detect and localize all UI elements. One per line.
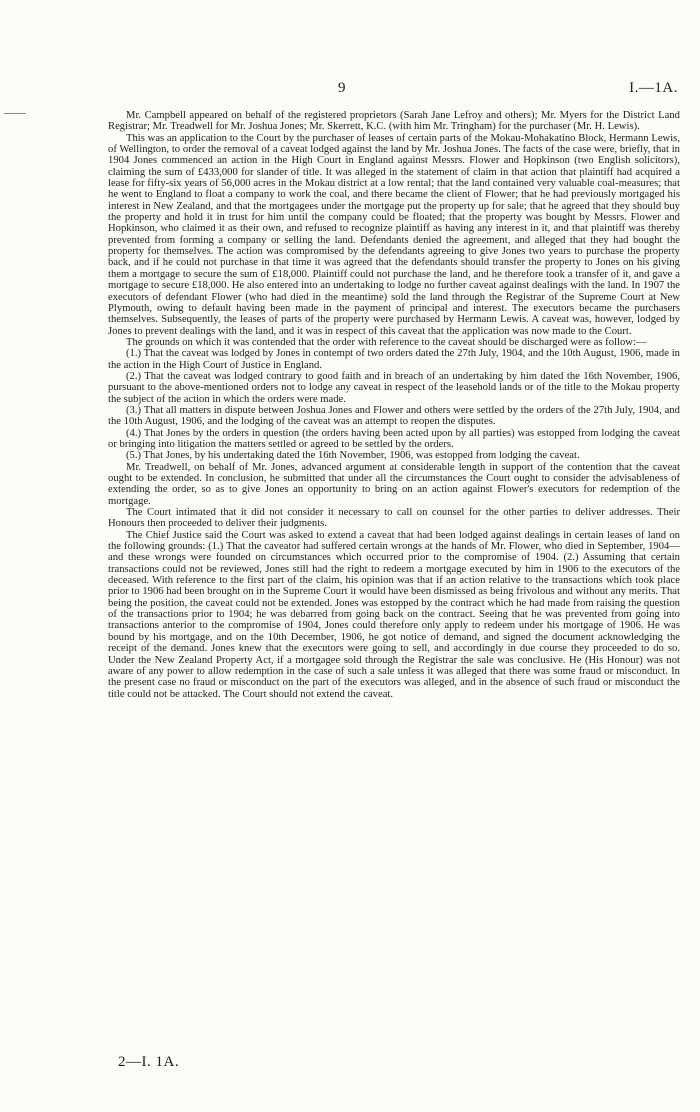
paragraph-court: The Court intimated that it did not consider it necessary to call on counsel for the other parties to deliver addresses. Their Honours then proceeded to deliver their judgments. — [108, 507, 680, 530]
margin-mark — [4, 113, 26, 114]
paragraph-treadwell: Mr. Treadwell, on behalf of Mr. Jones, advanced argument at considerable length in support of the contention that the caveat ought to be extended. In conclusion, he submitted that under all the circumstances the Court ought to consider the advisableness of extending the order, so as to give Jones an opportunity to bring on an action against Flower's executors for redemption of the mortgage. — [108, 461, 680, 507]
paragraph-ground-3: (3.) That all matters in dispute between Joshua Jones and Flower and others were settled by the orders of the 27th July, 1904, and the 10th August, 1906, and the lodging of the caveat was an attempt to reopen the disputes. — [108, 404, 680, 428]
paragraph-chief-justice: The Chief Justice said the Court was asked to extend a caveat that had been lodged against dealings in certain leases of land on the following grounds: (1.) That the caveator had suffered certain wrongs at the hands of Mr. Flower, who died in September, 1904—and these wrongs were founded on circumstances which occurred prior to the compromise of 1904. (2.) Assuming that certain transactions could not be reviewed, Jones still had the right to redeem a mortgage executed by him in 1906 to the executors of the deceased. With reference to the first part of the claim, his opinion was that if an action relative to the transactions which took place prior to 1906 had been brought on in the Supreme Court it would have been dismissed as being frivolous and without any merits. That being the position, the caveat could not be extended. Jones was estopped by the contract which he had made from raising the question of the transactions prior to 1904; he was debarred from going back on the contract. Seeing that he was prevented from going into transactions anterior to the compromise of 1904, Jones could therefore only apply to redeem under his mortgage of 1906. He was bound by his mortgage, and on the 10th December, 1906, he got notice of demand, and signed the document acknowledging the receipt of the demand. Jones knew that the executors were going to sell, and accordingly in due course they proceeded to do so. Under the New Zealand Property Act, if a mortgagee sold through the Registrar the sale was conclusive. He (His Honour) was not aware of any power to allow redemption in the case of such a sale unless it was alleged that there was some fraud or misconduct. In the present case no fraud or misconduct on the part of the executors was alleged, and in the absence of such fraud or misconduct the title could not be attacked. The Court should not extend the caveat. — [108, 529, 680, 700]
signature-mark: 2—I. 1A. — [118, 1054, 180, 1070]
paragraph-counsel: Mr. Campbell appeared on behalf of the registered proprietors (Sarah Jane Lefroy and others); Mr. Myers for the District Land Registrar; Mr. Treadwell for Mr. Joshua Jones; Mr. Skerrett, K.C. (with him Mr. Tringham) for the purchaser (Mr. H. Lewis). — [108, 110, 680, 133]
page-number: 9 — [338, 80, 346, 96]
paragraph-ground-5: (5.) That Jones, by his undertaking dated the 16th November, 1906, was estopped from lodging the caveat. — [126, 450, 580, 462]
body-text — [108, 110, 680, 700]
paragraph-ground-4: (4.) That Jones by the orders in question (the orders having been acted upon by all parties) was estopped from lodging the caveat or bringing into litigation the matters settled or agreed to be settled by the orders. — [108, 427, 680, 450]
paragraph-ground-1: (1.) That the caveat was lodged by Jones in contempt of two orders dated the 27th July, 1904, and the 10th August, 1906, made in the action in the High Court of Justice in England. — [108, 348, 680, 371]
paragraph-facts: This was an application to the Court by the purchaser of leases of certain parts of the Mokau-Mohakatino Block, Hermann Lewis, of Wellington, to order the removal of a caveat lodged against the land by Mr. Joshua Jones. The facts of the case were, briefly, that in 1904 Jones commenced an action in the High Court in England against Messrs. Flower and Hopkinson (two English solicitors), claiming the sum of £433,000 for slander of title. It was alleged in the statement of claim in that action that plaintiff had acquired a lease for fifty-six years of 56,000 acres in the Mokau district at a low rental; that the land contained very valuable coal-measures; that he went to England to float a company to work the coal, and there became the client of Flower; that he had previously mortgaged his interest in New Zealand, and that the mortgagees under the mortgage put the property up for sale; that he agreed that they should buy the property and hold it in trust for him until the company could be floated; that the property was bought by Messrs. Flower and Hopkinson, who claimed it as their own, and refused to recognize plaintiff as having any interest in it, and that plaintiff was thereby prevented from forming a company or selling the land. Defendants denied the agreement, and alleged that they had bought the property for themselves. The action was compromised by the defendants agreeing to give Jones two years to purchase the property back, and if he could not purchase in that time it was agreed that the defendants should transfer the property to Jones on his giving them a mortgage to secure the sum of £18,000. Plaintiff could not purchase the land, and he therefore took a transfer of it, and gave a mortgage to secure £18,000. He also entered into an undertaking to lodge no further caveat against dealings with the land. In 1907 the executors of defendant Flower (who had died in the meantime) sold the land through the Registrar of the Supreme Court at New Plymouth, owing to default having been made in the payment of principal and interest. The executors became the purchasers themselves. Subsequently, the leases of parts of the property were purchased by Hermann Lewis. A caveat was, however, lodged by Jones to prevent dealings with the land, and it was in respect of this caveat that the application was now made to the Court. — [108, 132, 680, 337]
page-header — [108, 80, 688, 100]
paragraph-ground-2: (2.) That the caveat was lodged contrary to good faith and in breach of an undertaking by him dated the 16th November, 1906, pursuant to the above-mentioned orders not to lodge any caveat in respect of the leasehold lands or of the title to the Mokau property the subject of the action in which the orders were made. — [108, 370, 680, 405]
paragraph-grounds-intro: The grounds on which it was contended that the order with reference to the caveat should be discharged were as follow:— — [126, 336, 647, 348]
document-reference: I.—1A. — [629, 80, 678, 96]
